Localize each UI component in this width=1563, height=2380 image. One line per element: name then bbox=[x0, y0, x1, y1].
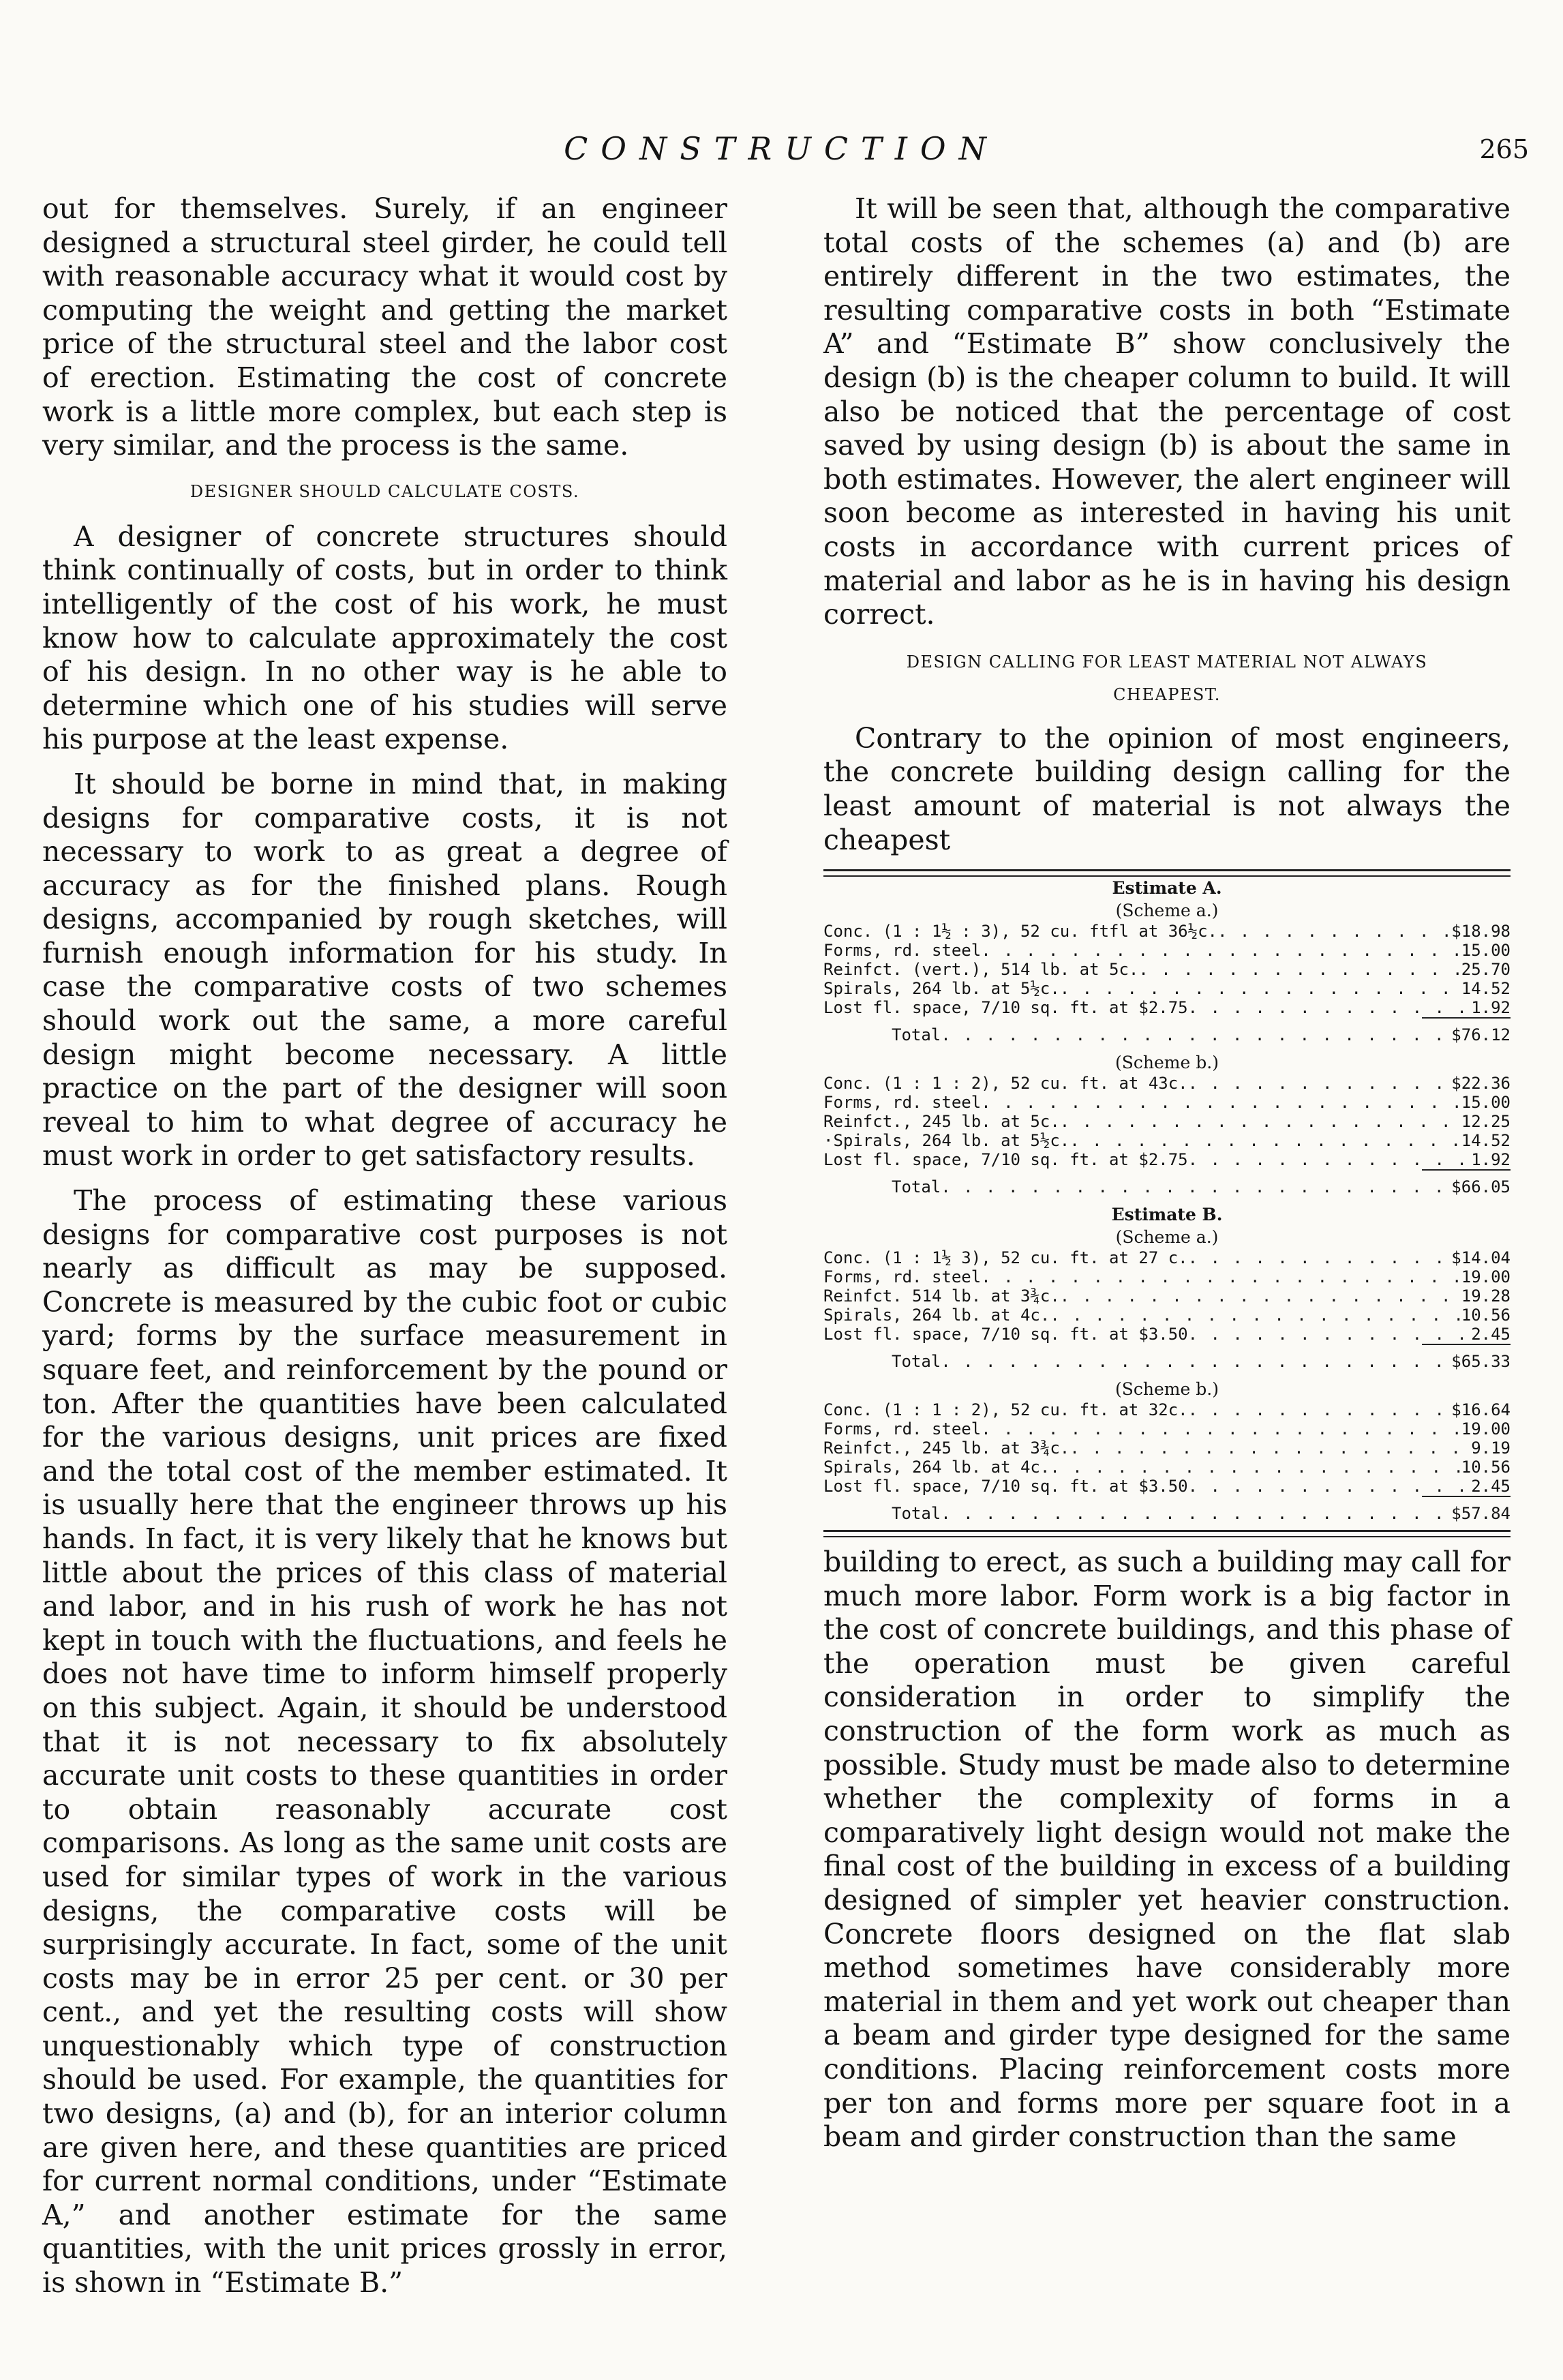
table-row: Conc. (1 : 1½ 3), 52 cu. ft. at 27 c. . . . $14.04 bbox=[823, 1248, 1511, 1267]
table-row: Spirals, 264 lb. at 5½c. . . . 14.52 bbox=[823, 979, 1511, 998]
table-row: Lost fl. space, 7/10 sq. ft. at $2.75 . . . 1.92 bbox=[823, 998, 1511, 1017]
scheme-label: (Scheme a.) bbox=[1115, 1227, 1219, 1248]
table-row: Lost fl. space, 7/10 sq. ft. at $3.50 . . . 2.45 bbox=[823, 1477, 1511, 1496]
table-double-rule bbox=[823, 1530, 1511, 1537]
paragraph: It should be borne in mind that, in making designs for comparative costs, it is not necessary to work to as great a degree of accuracy as for the finished plans. Rough designs, accompanied by rough sketches, will furnish enough information for his study. In case the comparative costs of two schemes should work out the same, a more careful design might become necessary. A little practice on the part of the designer will soon reveal to him to what degree of accuracy he must work in order to get satisfactory results. bbox=[42, 767, 727, 1173]
scheme-label: (Scheme a.) bbox=[1115, 901, 1219, 921]
scheme-label: (Scheme b.) bbox=[1115, 1379, 1219, 1400]
table-row: Forms, rd. steel . . . 19.00 bbox=[823, 1419, 1511, 1438]
table-row: Forms, rd. steel . . . 15.00 bbox=[823, 1093, 1511, 1112]
section-subheading: DESIGNER SHOULD CALCULATE COSTS. bbox=[189, 481, 580, 501]
paragraph: Contrary to the opinion of most engineers, the concrete building design calling for the least amount of material is not always the cheapest bbox=[823, 721, 1511, 856]
table-row: Forms, rd. steel . . . 19.00 bbox=[823, 1267, 1511, 1286]
paragraph: building to erect, as such a building may call for much more labor. Form work is a big factor in the cost of concrete buildings, and this phase of the operation must be given careful consideration in order to simplify the construction of the form work as much as possible. Study must be made also to determine whether the complexity of forms in a comparatively light design would not make the final cost of the building in excess of a building designed of simpler yet heavier construction. Concrete floors designed on the flat slab method sometimes have considerably more material in them and yet work out cheaper than a beam and girder type designed for the same conditions. Placing reinforcement costs more per ton and forms more per square foot in a beam and girder construction than the same bbox=[823, 1546, 1511, 2154]
table-row: Lost fl. space, 7/10 sq. ft. at $3.50 . . . 2.45 bbox=[823, 1325, 1511, 1344]
table-row: Lost fl. space, 7/10 sq. ft. at $2.75 . . . 1.92 bbox=[823, 1150, 1511, 1169]
sum-rule bbox=[1422, 1017, 1511, 1019]
table-row: Forms, rd. steel . . . 15.00 bbox=[823, 941, 1511, 960]
sum-rule bbox=[1422, 1496, 1511, 1497]
journal-title: CONSTRUCTION bbox=[564, 130, 999, 167]
subheading-line: CHEAPEST. bbox=[1113, 684, 1221, 704]
estimate-b-title: Estimate B. bbox=[1111, 1205, 1223, 1225]
sum-rule bbox=[1422, 1169, 1511, 1171]
subheading-line: DESIGN CALLING FOR LEAST MATERIAL NOT ALWAYS bbox=[906, 652, 1428, 672]
total-row: Total . . . $65.33 bbox=[823, 1352, 1511, 1371]
section-subheading bbox=[823, 646, 1511, 711]
table-double-rule bbox=[823, 869, 1511, 877]
page-number: 265 bbox=[1479, 134, 1529, 164]
table-row: Reinfct., 245 lb. at 3¾c. . . . 9.19 bbox=[823, 1438, 1511, 1458]
table-row: Reinfct. 514 lb. at 3¾c. . . . 19.28 bbox=[823, 1286, 1511, 1306]
table-row: Spirals, 264 lb. at 4c. . . . 10.56 bbox=[823, 1306, 1511, 1325]
cost-estimate-table bbox=[823, 869, 1511, 1537]
total-row: Total . . . $57.84 bbox=[823, 1504, 1511, 1523]
estimate-a-title: Estimate A. bbox=[1112, 878, 1222, 899]
left-column bbox=[42, 192, 727, 2311]
table-row: Spirals, 264 lb. at 4c. . . . 10.56 bbox=[823, 1458, 1511, 1477]
table-row: ·Spirals, 264 lb. at 5½c. . . . 14.52 bbox=[823, 1131, 1511, 1150]
table-row: Conc. (1 : 1 : 2), 52 cu. ft. at 32c. . . . $16.64 bbox=[823, 1400, 1511, 1419]
page-header bbox=[0, 128, 1563, 176]
paragraph: It will be seen that, although the comparative total costs of the schemes (a) and (b) are entirely different in the two estimates, the resulting comparative costs in both “Estimate A” and “Estimate B” show conclusively the design (b) is the cheaper column to build. It will also be noticed that the percentage of cost saved by using design (b) is about the same in both estimates. However, the alert engineer will soon become as interested in having his unit costs in accordance with current prices of material and labor as he is in having his design correct. bbox=[823, 192, 1511, 631]
table-row: Reinfct., 245 lb. at 5c. . . . 12.25 bbox=[823, 1112, 1511, 1131]
paragraph: A designer of concrete structures should think continually of costs, but in order to think intelligently of the cost of his work, he must know how to calculate approximately the cost of his design. In no other way is he able to determine which one of his studies will serve his purpose at the least expense. bbox=[42, 519, 727, 756]
right-column bbox=[823, 192, 1511, 2165]
paragraph: The process of estimating these various designs for comparative cost purposes is not nearly as difficult as may be supposed. Concrete is measured by the cubic foot or cubic yard; forms by the surface measurement in square feet, and reinforcement by the pound or ton. After the quantities have been calculated for the various designs, unit prices are fixed and the total cost of the member estimated. It is usually here that the engineer throws up his hands. In fact, it is very likely that he knows but little about the prices of this class of material and labor, and in his rush of work he has not kept in touch with the fluctuations, and feels he does not have time to inform himself properly on this subject. Again, it should be understood that it is not necessary to fix absolutely accurate unit costs to these quantities in order to obtain reasonably accurate cost comparisons. As long as the same unit costs are used for similar types of work in the various designs, the comparative costs will be surprisingly accurate. In fact, some of the unit costs may be in error 25 per cent. or 30 per cent., and yet the resulting costs will show unquestionably which type of construction should be used. For example, the quantities for two designs, (a) and (b), for an interior column are given here, and these quantities are priced for current normal conditions, under “Estimate A,” and another estimate for the same quantities, with the unit prices grossly in error, is shown in “Estimate B.” bbox=[42, 1184, 727, 2300]
table-row: Conc. (1 : 1½ : 3), 52 cu. ftfl at 36½c. . . . $18.98 bbox=[823, 922, 1511, 941]
total-row: Total . . . $76.12 bbox=[823, 1025, 1511, 1044]
total-row: Total . . . $66.05 bbox=[823, 1177, 1511, 1196]
table-row: Reinfct. (vert.), 514 lb. at 5c. . . . 25.70 bbox=[823, 960, 1511, 979]
paragraph: out for themselves. Surely, if an engineer designed a structural steel girder, he could tell with reasonable accuracy what it would cost by computing the weight and getting the market price of the structural steel and the labor cost of erection. Estimating the cost of concrete work is a little more complex, but each step is very similar, and the process is the same. bbox=[42, 192, 727, 462]
table-row: Conc. (1 : 1 : 2), 52 cu. ft. at 43c. . . . $22.36 bbox=[823, 1074, 1511, 1093]
sum-rule bbox=[1422, 1344, 1511, 1345]
scheme-label: (Scheme b.) bbox=[1115, 1053, 1219, 1073]
